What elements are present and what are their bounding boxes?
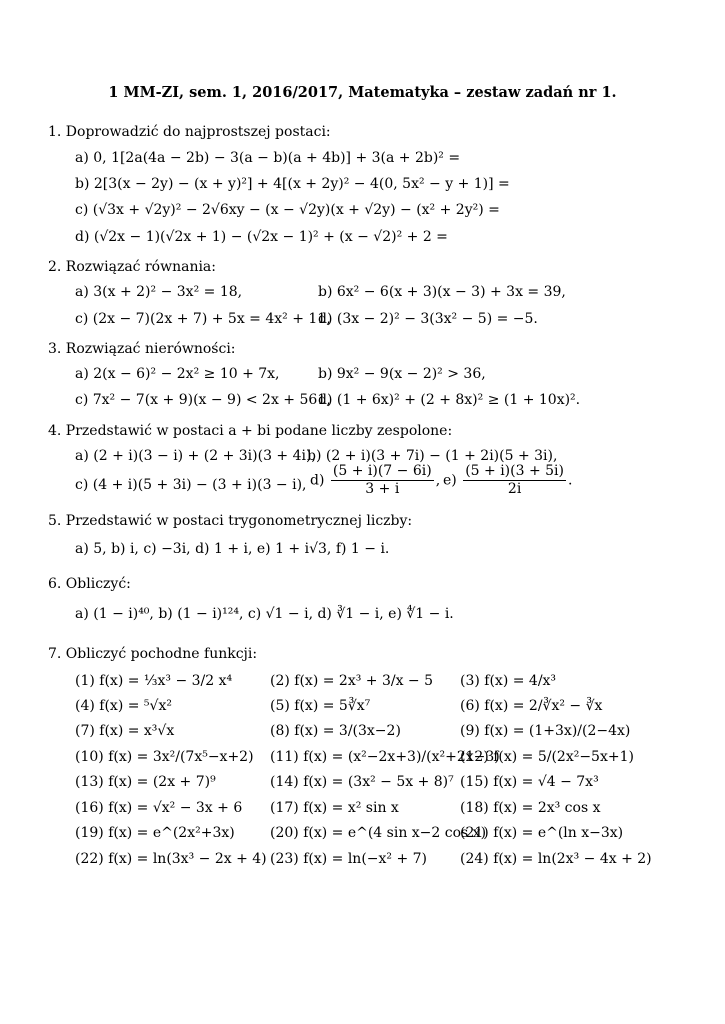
problem-2d: d) (3x − 2)² − 3(3x² − 5) = −5. xyxy=(318,311,538,327)
problem-2c: c) (2x − 7)(2x + 7) + 5x = 4x² + 11, xyxy=(75,311,331,327)
problem-2-heading: 2. Rozwiązać równania: xyxy=(48,259,216,275)
derivative-item-12: (12) f(x) = 5/(2x²−5x+1) xyxy=(460,749,634,765)
derivative-item-7: (7) f(x) = x³√x xyxy=(75,723,175,739)
problem-4d-denominator: 3 + i xyxy=(365,481,400,497)
page-title: 1 MM-ZI, sem. 1, 2016/2017, Matematyka – zestaw zadań nr 1. xyxy=(108,84,617,101)
derivative-item-5: (5) f(x) = 5∛x⁷ xyxy=(270,698,371,714)
derivative-item-22: (22) f(x) = ln(3x³ − 2x + 4) xyxy=(75,851,267,867)
problem-4e-fraction xyxy=(463,463,566,498)
derivative-item-15: (15) f(x) = √4 − 7x³ xyxy=(460,774,599,790)
derivative-item-16: (16) f(x) = √x² − 3x + 6 xyxy=(75,800,243,816)
derivative-item-11: (11) f(x) = (x²−2x+3)/(x²+2x−3) xyxy=(270,749,500,765)
problem-4d-label: d) xyxy=(310,472,325,489)
problem-1d: d) (√2x − 1)(√2x + 1) − (√2x − 1)² + (x − √2)² + 2 = xyxy=(75,229,448,245)
problem-5-items: a) 5, b) i, c) −3i, d) 1 + i, e) 1 + i√3, f) 1 − i. xyxy=(75,541,390,557)
problem-6-heading: 6. Obliczyć: xyxy=(48,576,131,592)
problem-4e-tail: . xyxy=(568,472,573,489)
problem-4d-fraction xyxy=(331,463,434,498)
problem-4e-denominator: 2i xyxy=(507,481,522,497)
problem-1a: a) 0, 1[2a(4a − 2b) − 3(a − b)(a + 4b)] + 3(a + 2b)² = xyxy=(75,150,461,166)
problem-4d xyxy=(310,463,440,498)
problem-3d: d) (1 + 6x)² + (2 + 8x)² ≥ (1 + 10x)². xyxy=(318,392,581,408)
problem-3c: c) 7x² − 7(x + 9)(x − 9) < 2x + 561, xyxy=(75,392,331,408)
problem-4-heading: 4. Przedstawić w postaci a + bi podane liczby zespolone: xyxy=(48,423,453,439)
problem-4c: c) (4 + i)(5 + 3i) − (3 + i)(3 − i), xyxy=(75,477,307,493)
derivative-item-19: (19) f(x) = e^(2x²+3x) xyxy=(75,825,235,841)
derivative-item-6: (6) f(x) = 2/∛x² − ∛x xyxy=(460,698,603,714)
derivative-item-23: (23) f(x) = ln(−x² + 7) xyxy=(270,851,428,867)
problem-3b: b) 9x² − 9(x − 2)² > 36, xyxy=(318,366,486,382)
problem-4e-numerator: (5 + i)(3 + 5i) xyxy=(465,463,564,479)
derivative-item-3: (3) f(x) = 4/x³ xyxy=(460,673,557,689)
problem-2a: a) 3(x + 2)² − 3x² = 18, xyxy=(75,284,243,300)
problem-5-heading: 5. Przedstawić w postaci trygonometrycznej liczby: xyxy=(48,513,413,529)
derivative-item-10: (10) f(x) = 3x²/(7x⁵−x+2) xyxy=(75,749,254,765)
derivative-item-18: (18) f(x) = 2x³ cos x xyxy=(460,800,601,816)
derivative-item-14: (14) f(x) = (3x² − 5x + 8)⁷ xyxy=(270,774,454,790)
problem-4e-label: e) xyxy=(443,472,457,489)
problem-6-items: a) (1 − i)⁴⁰, b) (1 − i)¹²⁴, c) √1 − i, d) ∛1 − i, e) ∜1 − i. xyxy=(75,606,454,622)
derivative-item-21: (21) f(x) = e^(ln x−3x) xyxy=(460,825,624,841)
derivative-item-24: (24) f(x) = ln(2x³ − 4x + 2) xyxy=(460,851,652,867)
problem-4b: b) (2 + i)(3 + 7i) − (1 + 2i)(5 + 3i), xyxy=(307,448,558,464)
derivative-item-8: (8) f(x) = 3/(3x−2) xyxy=(270,723,401,739)
problem-4a: a) (2 + i)(3 − i) + (2 + 3i)(3 + 4i), xyxy=(75,448,316,464)
problem-2b: b) 6x² − 6(x + 3)(x − 3) + 3x = 39, xyxy=(318,284,566,300)
problem-1b: b) 2[3(x − 2y) − (x + y)²] + 4[(x + 2y)² − 4(0, 5x² − y + 1)] = xyxy=(75,176,510,192)
problem-4d-numerator: (5 + i)(7 − 6i) xyxy=(332,463,432,479)
derivative-item-1: (1) f(x) = ⅓x³ − 3/2 x⁴ xyxy=(75,673,233,689)
problem-4e xyxy=(443,463,572,498)
derivative-item-2: (2) f(x) = 2x³ + 3/x − 5 xyxy=(270,673,434,689)
derivative-item-13: (13) f(x) = (2x + 7)⁹ xyxy=(75,774,216,790)
problem-1-heading: 1. Doprowadzić do najprostszej postaci: xyxy=(48,124,331,140)
problem-3-heading: 3. Rozwiązać nierówności: xyxy=(48,341,236,357)
problem-7-heading: 7. Obliczyć pochodne funkcji: xyxy=(48,646,258,662)
derivative-item-20: (20) f(x) = e^(4 sin x−2 cos x) xyxy=(270,825,487,841)
derivative-item-17: (17) f(x) = x² sin x xyxy=(270,800,399,816)
problem-4d-tail: , xyxy=(435,472,441,489)
derivative-item-9: (9) f(x) = (1+3x)/(2−4x) xyxy=(460,723,631,739)
derivative-item-4: (4) f(x) = ⁵√x² xyxy=(75,698,172,714)
problem-1c: c) (√3x + √2y)² − 2√6xy − (x − √2y)(x + √2y) − (x² + 2y²) = xyxy=(75,202,500,218)
problem-3a: a) 2(x − 6)² − 2x² ≥ 10 + 7x, xyxy=(75,366,280,382)
